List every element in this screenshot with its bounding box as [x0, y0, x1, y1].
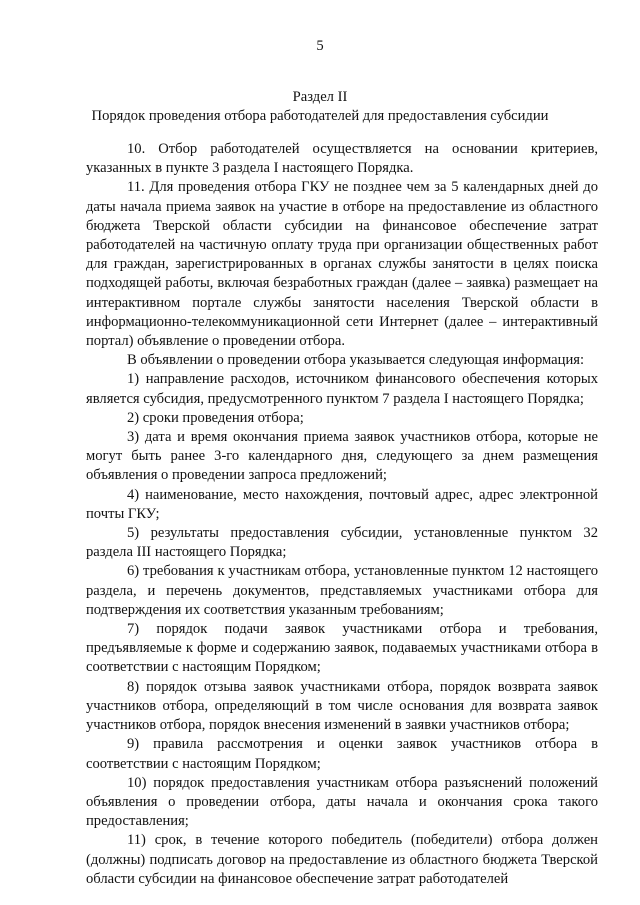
document-body	[86, 140, 598, 889]
list-item-7: 7) порядок подачи заявок участниками отбора и требования, предъявляемые к форме и содержанию заявок, подаваемых участниками отбора в соответствии с настоящим Порядком;	[86, 621, 598, 676]
list-item-8: 8) порядок отзыва заявок участниками отбора, порядок возврата заявок участников отбора, определяющий в том числе основания для возврата заявок участников отбора, порядок внесения изменений в заявки участников отбора;	[86, 678, 598, 734]
list-item-5: 5) результаты предоставления субсидии, установленные пунктом 32 раздела III настоящего Порядка;	[86, 525, 598, 561]
list-item-3: 3) дата и время окончания приема заявок участников отбора, которые не могут быть ранее 3-го календарного дня, следующего за днем размещения объявления о проведении запроса предложений;	[86, 429, 598, 484]
section-subtitle: Порядок проведения отбора работодателей для предоставления субсидии	[91, 108, 549, 124]
paragraph-item-11: 11. Для проведения отбора ГКУ не позднее чем за 5 календарных дней до даты начала приема заявок на участие в отборе на предоставление из областного бюджета Тверской области субсидии на финансовое обеспечение затрат работодателей на частичную оплату труда при организации общественных работ для граждан, зарегистрированных в органах службы занятости в целях поиска подходящей работы, включая безработных граждан (далее – заявка) размещает на интерактивном портале службы занятости населения Тверской области в информационно-телекоммуникационной сети Интернет (далее – интерактивный портал) объявление о проведении отбора.	[86, 179, 598, 350]
list-item-1: 1) направление расходов, источником финансового обеспечения которых является субсидия, предусмотренного пунктом 7 раздела I настоящего Порядка;	[86, 371, 598, 407]
list-item-6: 6) требования к участникам отбора, установленные пунктом 12 настоящего раздела, и перечень документов, представляемых участниками отбора для подтверждения их соответствия указанным требованиям;	[86, 563, 598, 618]
paragraph-announcement-intro: В объявлении о проведении отбора указывается следующая информация:	[127, 352, 585, 369]
paragraph-item-10: 10. Отбор работодателей осуществляется на основании критериев, указанных в пункте 3 раздела I настоящего Порядка.	[86, 141, 598, 177]
list-item-2: 2) сроки проведения отбора;	[127, 409, 304, 426]
list-item-9: 9) правила рассмотрения и оценки заявок участников отбора в соответствии с настоящим Порядком;	[86, 736, 598, 772]
list-item-11: 11) срок, в течение которого победитель (победители) отбора должен (должны) подписать договор на предоставление из областного бюджета Тверской области субсидии на финансовое обеспечение затрат работодателей	[86, 832, 598, 887]
list-item-10: 10) порядок предоставления участникам отбора разъяснений положений объявления о проведении отбора, даты начала и окончания срока такого предоставления;	[86, 774, 598, 830]
page-number: 5	[316, 38, 324, 54]
section-title: Раздел II	[292, 89, 348, 105]
list-item-4: 4) наименование, место нахождения, почтовый адрес, адрес электронной почты ГКУ;	[86, 486, 598, 522]
